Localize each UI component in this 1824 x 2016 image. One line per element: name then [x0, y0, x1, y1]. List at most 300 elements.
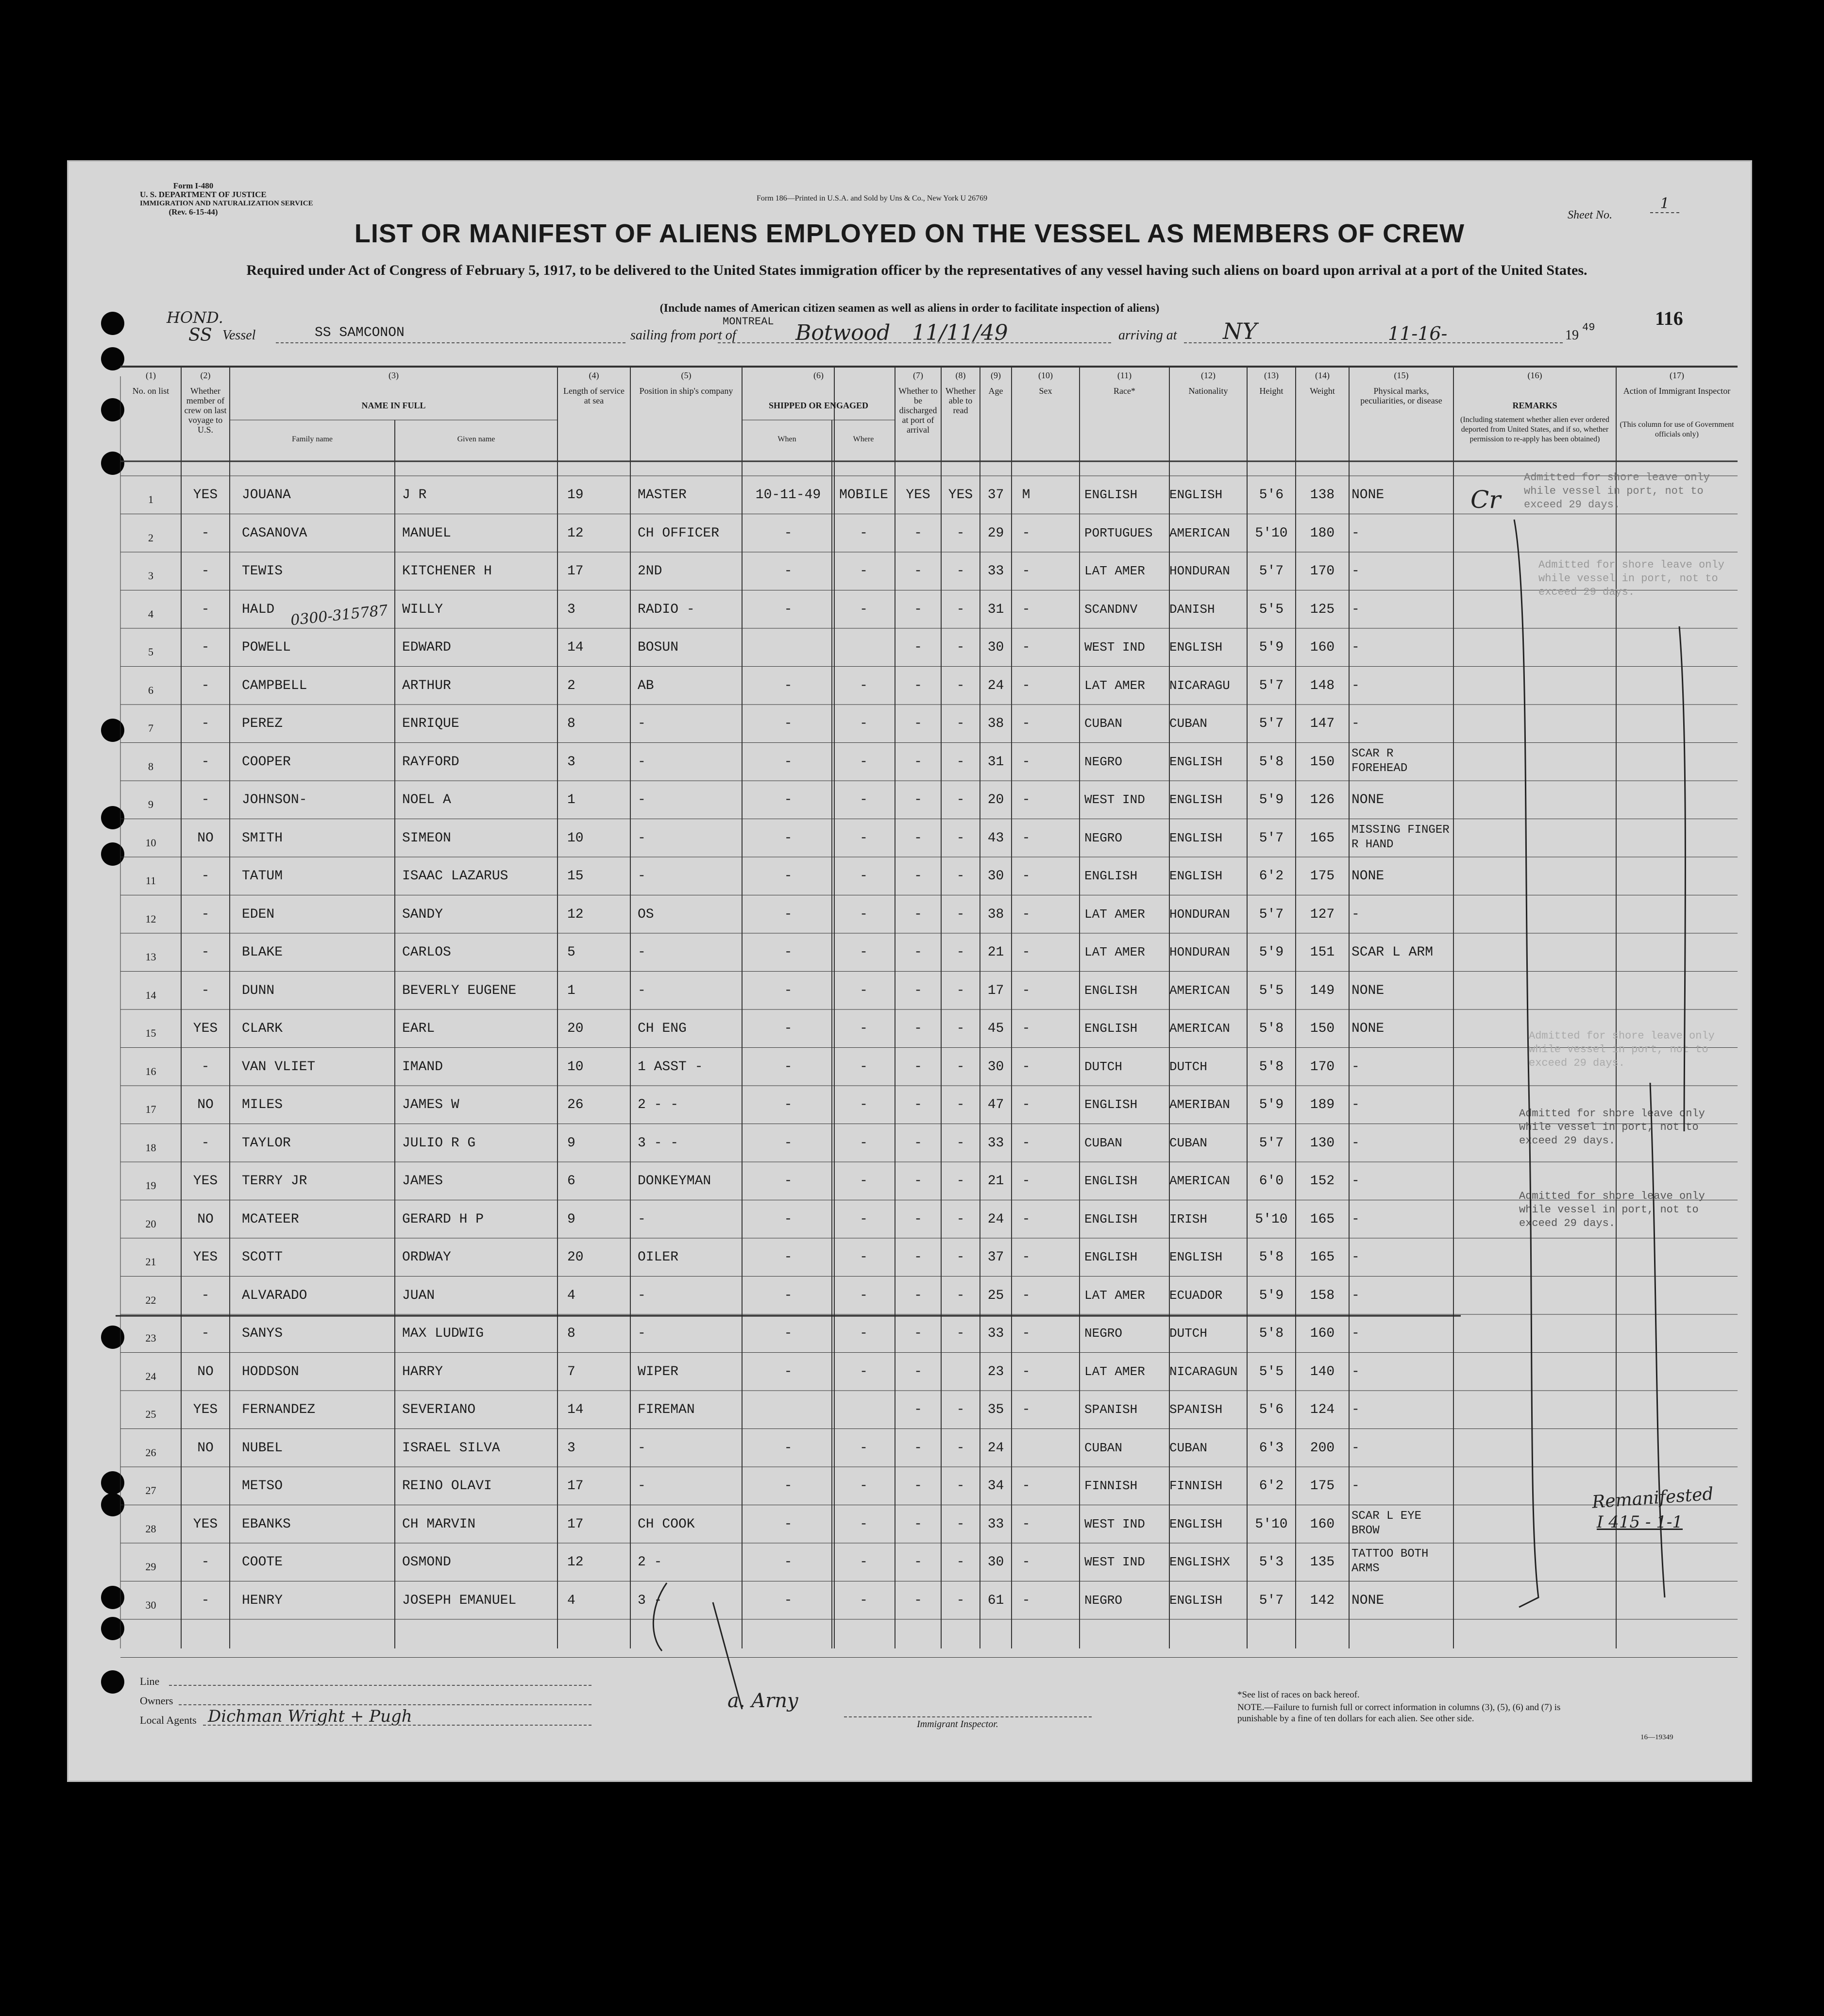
column-number: (12): [1201, 370, 1216, 380]
age-cell: 21: [987, 1174, 1004, 1189]
last-voyage-cell: YES: [193, 1516, 218, 1532]
family-name-cell: MCATEER: [242, 1211, 299, 1227]
position-cell: CH COOK: [638, 1516, 695, 1532]
sex-cell: -: [1022, 1402, 1030, 1417]
height-cell: 5'8: [1259, 1021, 1284, 1036]
row-number: 24: [145, 1370, 156, 1382]
column-number: (13): [1264, 370, 1279, 380]
sex-cell: -: [1022, 754, 1030, 770]
age-cell: 37: [987, 1250, 1004, 1265]
height-cell: 5'7: [1259, 716, 1284, 731]
family-name-cell: DUNN: [242, 983, 275, 998]
shipped-where-cell: -: [860, 1516, 868, 1532]
weight-cell: 126: [1310, 792, 1335, 807]
age-cell: 21: [987, 945, 1004, 960]
able-to-read-cell: -: [956, 1440, 965, 1456]
physical-marks-cell: -: [1351, 1059, 1360, 1075]
position-cell: -: [638, 983, 646, 998]
physical-marks-cell: -: [1351, 907, 1360, 922]
age-cell: 30: [987, 1555, 1004, 1570]
weight-cell: 147: [1310, 716, 1335, 731]
age-cell: 30: [987, 640, 1004, 655]
sex-cell: -: [1022, 525, 1030, 541]
height-cell: 5'8: [1259, 754, 1284, 770]
height-cell: 5'5: [1259, 602, 1284, 617]
physical-marks-cell: NONE: [1351, 869, 1385, 884]
row-number: 12: [145, 912, 156, 925]
service-length-cell: 1: [567, 792, 575, 807]
last-voyage-cell: NO: [197, 1097, 214, 1112]
last-voyage-cell: -: [201, 602, 210, 617]
shipped-where-cell: MOBILE: [839, 487, 888, 503]
position-cell: -: [638, 1211, 646, 1227]
column-number: (6): [813, 370, 824, 380]
shipped-when-cell: -: [784, 1021, 793, 1036]
given-name-cell: SIMEON: [402, 830, 451, 846]
weight-cell: 170: [1310, 564, 1335, 579]
last-voyage-cell: NO: [197, 1440, 214, 1456]
physical-marks-cell: -: [1351, 1402, 1360, 1417]
nationality-cell: IRISH: [1169, 1211, 1208, 1226]
age-cell: 61: [987, 1593, 1004, 1608]
row-number: 20: [145, 1217, 156, 1230]
shipped-when-cell: -: [784, 1478, 793, 1494]
race-cell: ENGLISH: [1084, 869, 1138, 883]
age-cell: 23: [987, 1364, 1004, 1379]
given-name-cell: NOEL A: [402, 792, 451, 807]
last-voyage-cell: -: [201, 869, 210, 884]
able-to-read-cell: -: [956, 869, 965, 884]
shipped-when-cell: -: [784, 1555, 793, 1570]
column-number: (5): [681, 370, 692, 380]
shipped-when-cell: -: [784, 564, 793, 579]
weight-cell: 150: [1310, 754, 1335, 770]
nationality-cell: AMERICAN: [1169, 983, 1230, 998]
column-subheader: Given name: [457, 435, 495, 443]
column-header: Weight: [1310, 386, 1335, 396]
race-cell: CUBAN: [1084, 716, 1123, 731]
position-cell: -: [638, 1478, 646, 1494]
height-cell: 5'7: [1259, 1135, 1284, 1151]
weight-cell: 189: [1310, 1097, 1335, 1112]
discharge-cell: -: [914, 1364, 922, 1379]
physical-marks-cell: SCAR R FOREHEAD: [1351, 747, 1408, 775]
physical-marks-cell: TATTOO BOTH ARMS: [1351, 1547, 1429, 1575]
column-header: Length of service at sea: [563, 386, 625, 405]
able-to-read-cell: -: [956, 1021, 965, 1036]
column-header: Height: [1259, 386, 1284, 396]
nationality-cell: HONDURAN: [1169, 907, 1230, 922]
race-cell: NEGRO: [1084, 830, 1123, 845]
position-cell: -: [638, 792, 646, 807]
row-number: 7: [148, 722, 153, 734]
family-name-cell: NUBEL: [242, 1440, 283, 1456]
family-name-cell: CAMPBELL: [242, 678, 307, 693]
ss-annotation: SS: [188, 325, 212, 345]
nationality-cell: ENGLISH: [1169, 754, 1223, 769]
family-name-cell: JOUANA: [242, 487, 291, 503]
physical-marks-cell: NONE: [1351, 1021, 1385, 1036]
family-name-cell: TAYLOR: [242, 1135, 291, 1151]
service-length-cell: 9: [567, 1211, 575, 1227]
height-cell: 6'3: [1259, 1440, 1284, 1456]
service-length-cell: 3: [567, 754, 575, 770]
physical-marks-cell: -: [1351, 640, 1360, 655]
given-name-cell: CH MARVIN: [402, 1516, 476, 1532]
service-length-cell: 3: [567, 1440, 575, 1456]
shipped-where-cell: -: [860, 602, 868, 617]
physical-marks-cell: NONE: [1351, 983, 1385, 998]
last-voyage-cell: NO: [197, 1364, 214, 1379]
sex-cell: -: [1022, 1174, 1030, 1189]
service-length-cell: 17: [567, 1478, 584, 1494]
age-cell: 29: [987, 525, 1004, 541]
weight-cell: 124: [1310, 1402, 1335, 1417]
age-cell: 38: [987, 716, 1004, 731]
last-voyage-cell: YES: [193, 487, 218, 503]
weight-cell: 180: [1310, 525, 1335, 541]
position-cell: AB: [638, 678, 654, 693]
discharge-cell: -: [914, 907, 922, 922]
given-name-cell: OSMOND: [402, 1555, 451, 1570]
weight-cell: 158: [1310, 1288, 1335, 1303]
physical-marks-cell: -: [1351, 1135, 1360, 1151]
able-to-read-cell: -: [956, 716, 965, 731]
row-number: 26: [145, 1446, 156, 1459]
discharge-cell: -: [914, 1135, 922, 1151]
shipped-where-cell: -: [860, 754, 868, 770]
nationality-cell: ENGLISH: [1169, 1593, 1223, 1608]
physical-marks-cell: -: [1351, 602, 1360, 617]
weight-cell: 160: [1310, 640, 1335, 655]
service-length-cell: 3: [567, 602, 575, 617]
age-cell: 45: [987, 1021, 1004, 1036]
family-name-cell: MILES: [242, 1097, 283, 1112]
family-name-cell: TATUM: [242, 869, 283, 884]
last-voyage-cell: YES: [193, 1250, 218, 1265]
family-name-cell: METSO: [242, 1478, 283, 1494]
shipped-where-cell: -: [860, 1250, 868, 1265]
last-voyage-cell: -: [201, 1059, 210, 1075]
discharge-cell: -: [914, 945, 922, 960]
shipped-when-cell: -: [784, 830, 793, 846]
nationality-cell: ENGLISH: [1169, 830, 1223, 845]
physical-marks-cell: -: [1351, 1288, 1360, 1303]
height-cell: 5'7: [1259, 564, 1284, 579]
discharge-cell: -: [914, 1326, 922, 1341]
family-name-cell: SANYS: [242, 1326, 283, 1341]
last-voyage-cell: -: [201, 525, 210, 541]
race-cell: ENGLISH: [1084, 1097, 1138, 1112]
shipped-where-cell: -: [860, 1440, 868, 1456]
age-cell: 35: [987, 1402, 1004, 1417]
family-name-cell: VAN VLIET: [242, 1059, 316, 1075]
column-number: (1): [146, 370, 156, 380]
position-cell: MASTER: [638, 487, 687, 503]
hald-number: 0300-315787: [289, 602, 389, 629]
able-to-read-cell: -: [956, 1555, 965, 1570]
height-cell: 5'10: [1255, 1516, 1288, 1532]
discharge-cell: -: [914, 1555, 922, 1570]
position-cell: -: [638, 1288, 646, 1303]
given-name-cell: GERARD H P: [402, 1211, 484, 1227]
column-header: Position in ship's company: [639, 386, 733, 396]
shipped-when-cell: -: [784, 1516, 793, 1532]
family-name-cell: HENRY: [242, 1593, 283, 1608]
sex-cell: -: [1022, 640, 1030, 655]
age-cell: 34: [987, 1478, 1004, 1494]
height-cell: 5'9: [1259, 640, 1284, 655]
weight-cell: 165: [1310, 830, 1335, 846]
height-cell: 5'3: [1259, 1555, 1284, 1570]
height-cell: 5'7: [1259, 907, 1284, 922]
weight-cell: 175: [1310, 869, 1335, 884]
given-name-cell: WILLY: [402, 602, 443, 617]
inspector-field: [844, 1716, 1092, 1717]
age-cell: 38: [987, 907, 1004, 922]
column-header: Age: [988, 386, 1003, 396]
able-to-read-cell: -: [956, 1326, 965, 1341]
able-to-read-cell: -: [956, 907, 965, 922]
position-cell: OS: [638, 907, 654, 922]
position-cell: DONKEYMAN: [638, 1174, 711, 1189]
nationality-cell: ENGLISH: [1169, 1516, 1223, 1531]
column-header: Race*: [1114, 386, 1135, 396]
remark-stamp: Admitted for shore leave only while vessel in port, not to exceed 29 days.: [1529, 1030, 1715, 1069]
column-number: (9): [991, 370, 1001, 380]
age-cell: 43: [987, 830, 1004, 846]
service-length-cell: 14: [567, 1402, 584, 1417]
revision: (Rev. 6-15-44): [169, 207, 218, 217]
last-voyage-cell: -: [201, 1593, 210, 1608]
sex-cell: -: [1022, 678, 1030, 693]
sex-cell: -: [1022, 1478, 1030, 1494]
penalty-note: NOTE.—Failure to furnish full or correct information in columns (3), (5), (6) and (7) is punishable by a fine of ten dollars for each alien. See other side.: [1237, 1702, 1561, 1724]
column-number: (2): [200, 370, 211, 380]
last-voyage-cell: NO: [197, 1211, 214, 1227]
row-number: 1: [148, 493, 153, 505]
shipped-where-cell: -: [860, 1555, 868, 1570]
sex-cell: -: [1022, 945, 1030, 960]
position-cell: -: [638, 869, 646, 884]
race-cell: ENGLISH: [1084, 983, 1138, 998]
sheet-number: 1: [1650, 195, 1679, 213]
row-number: 30: [145, 1598, 156, 1611]
discharge-cell: -: [914, 869, 922, 884]
shipped-where-cell: -: [860, 1364, 868, 1379]
weight-cell: 135: [1310, 1555, 1335, 1570]
shipped-when-cell: -: [784, 1250, 793, 1265]
discharge-cell: -: [914, 1174, 922, 1189]
inspector-label: Immigrant Inspector.: [917, 1719, 998, 1730]
line-label: Line: [140, 1675, 160, 1687]
able-to-read-cell: -: [956, 1478, 965, 1494]
weight-cell: 148: [1310, 678, 1335, 693]
able-to-read-cell: YES: [948, 487, 973, 503]
age-cell: 33: [987, 1135, 1004, 1151]
shipped-where-cell: -: [860, 1097, 868, 1112]
physical-marks-cell: -: [1351, 525, 1360, 541]
height-cell: 5'8: [1259, 1326, 1284, 1341]
nationality-cell: AMERICAN: [1169, 1021, 1230, 1036]
nationality-cell: ECUADOR: [1169, 1288, 1223, 1303]
row-number: 25: [145, 1408, 156, 1420]
remanifested-ref: I 415 - 1-1: [1597, 1512, 1683, 1532]
race-cell: CUBAN: [1084, 1135, 1123, 1150]
age-cell: 37: [987, 487, 1004, 503]
column-number: (10): [1038, 370, 1053, 380]
weight-cell: 125: [1310, 602, 1335, 617]
able-to-read-cell: -: [956, 525, 965, 541]
given-name-cell: ISAAC LAZARUS: [402, 869, 508, 884]
given-name-cell: SEVERIANO: [402, 1402, 476, 1417]
row-number: 11: [145, 874, 156, 887]
height-cell: 5'9: [1259, 1097, 1284, 1112]
shipped-where-cell: -: [860, 830, 868, 846]
shipped-where-cell: -: [860, 1174, 868, 1189]
column-header: NAME IN FULL: [361, 401, 426, 410]
last-voyage-cell: -: [201, 1288, 210, 1303]
given-name-cell: MAX LUDWIG: [402, 1326, 484, 1341]
discharge-cell: -: [914, 564, 922, 579]
physical-marks-cell: -: [1351, 564, 1360, 579]
given-name-cell: CARLOS: [402, 945, 451, 960]
shipped-when-cell: -: [784, 525, 793, 541]
race-cell: ENGLISH: [1084, 1021, 1138, 1036]
height-cell: 5'9: [1259, 792, 1284, 807]
position-cell: 1 ASST -: [638, 1059, 703, 1075]
family-name-cell: JOHNSON-: [242, 792, 307, 807]
given-name-cell: JOSEPH EMANUEL: [402, 1593, 517, 1608]
column-subheader: (This column for use of Government officials only): [1620, 420, 1734, 438]
nationality-cell: ENGLISHX: [1169, 1555, 1230, 1569]
sailing-label: sailing from port of: [630, 328, 736, 343]
age-cell: 31: [987, 754, 1004, 770]
height-cell: 5'8: [1259, 1250, 1284, 1265]
sex-cell: -: [1022, 983, 1030, 998]
row-number: 9: [148, 798, 153, 810]
column-header: Whether able to read: [946, 386, 976, 415]
arriving-label: arriving at: [1118, 328, 1177, 343]
race-cell: ENGLISH: [1084, 487, 1138, 502]
column-header: No. on list: [132, 386, 169, 396]
shipped-when-cell: -: [784, 1059, 793, 1075]
weight-cell: 130: [1310, 1135, 1335, 1151]
family-name-cell: ALVARADO: [242, 1288, 307, 1303]
sex-cell: -: [1022, 716, 1030, 731]
shipped-where-cell: -: [860, 907, 868, 922]
discharge-cell: -: [914, 640, 922, 655]
able-to-read-cell: -: [956, 1516, 965, 1532]
row-number: 17: [145, 1103, 156, 1115]
shipped-where-cell: -: [860, 869, 868, 884]
last-voyage-cell: -: [201, 945, 210, 960]
given-name-cell: JAMES: [402, 1174, 443, 1189]
given-name-cell: REINO OLAVI: [402, 1478, 492, 1494]
shipped-where-cell: -: [860, 1021, 868, 1036]
column-header: Action of Immigrant Inspector: [1623, 386, 1731, 396]
service-length-cell: 14: [567, 640, 584, 655]
column-number: (15): [1394, 370, 1409, 380]
page-number: 116: [1655, 307, 1683, 329]
shipped-where-cell: -: [860, 1211, 868, 1227]
family-name-cell: BLAKE: [242, 945, 283, 960]
family-name-cell: COOPER: [242, 754, 291, 770]
able-to-read-cell: -: [956, 1593, 965, 1608]
nationality-cell: DANISH: [1169, 602, 1215, 617]
age-cell: 31: [987, 602, 1004, 617]
race-cell: DUTCH: [1084, 1059, 1123, 1074]
height-cell: 6'0: [1259, 1174, 1284, 1189]
weight-cell: 152: [1310, 1174, 1335, 1189]
shipped-when-cell: -: [784, 1593, 793, 1608]
service-length-cell: 2: [567, 678, 575, 693]
age-cell: 20: [987, 792, 1004, 807]
age-cell: 24: [987, 1440, 1004, 1456]
height-cell: 5'6: [1259, 1402, 1284, 1417]
service-length-cell: 17: [567, 1516, 584, 1532]
sex-cell: -: [1022, 1059, 1030, 1075]
family-name-cell: CLARK: [242, 1021, 283, 1036]
able-to-read-cell: -: [956, 1250, 965, 1265]
race-cell: SPANISH: [1084, 1402, 1138, 1417]
weight-cell: 149: [1310, 983, 1335, 998]
service-length-cell: 20: [567, 1021, 584, 1036]
remark-stamp: Admitted for shore leave only while vessel in port, not to exceed 29 days.: [1519, 1108, 1705, 1147]
service-length-cell: 17: [567, 564, 584, 579]
sex-cell: -: [1022, 1364, 1030, 1379]
sex-cell: -: [1022, 1555, 1030, 1570]
sex-cell: -: [1022, 792, 1030, 807]
height-cell: 5'7: [1259, 678, 1284, 693]
last-voyage-cell: -: [201, 640, 210, 655]
position-cell: -: [638, 830, 646, 846]
shipped-when-cell: -: [784, 983, 793, 998]
position-cell: -: [638, 716, 646, 731]
family-name-cell: HALD: [242, 602, 275, 617]
height-cell: 5'7: [1259, 1593, 1284, 1608]
flag-annotation: HOND.: [167, 308, 223, 327]
year-prefix: 19: [1565, 328, 1579, 343]
height-cell: 5'5: [1259, 1364, 1284, 1379]
last-voyage-cell: YES: [193, 1021, 218, 1036]
height-cell: 5'9: [1259, 1288, 1284, 1303]
service-name: IMMIGRATION AND NATURALIZATION SERVICE: [140, 200, 313, 207]
physical-marks-cell: SCAR L ARM: [1351, 945, 1434, 960]
service-length-cell: 26: [567, 1097, 584, 1112]
service-length-cell: 12: [567, 907, 584, 922]
physical-marks-cell: -: [1351, 1174, 1360, 1189]
nationality-cell: CUBAN: [1169, 1135, 1208, 1150]
shipped-when-cell: -: [784, 1097, 793, 1112]
physical-marks-cell: -: [1351, 1211, 1360, 1227]
family-name-cell: HODDSON: [242, 1364, 299, 1379]
shipped-where-cell: -: [860, 1326, 868, 1341]
age-cell: 47: [987, 1097, 1004, 1112]
port-typed: MONTREAL: [723, 316, 774, 328]
position-cell: -: [638, 754, 646, 770]
weight-cell: 170: [1310, 1059, 1335, 1075]
include-note: (Include names of American citizen seamen as well as aliens in order to facilitate inspection of aliens): [659, 302, 1160, 315]
shipped-where-cell: -: [860, 1135, 868, 1151]
row-number: 2: [148, 531, 153, 544]
last-voyage-cell: -: [201, 754, 210, 770]
service-length-cell: 6: [567, 1174, 575, 1189]
bracket-line: [1650, 1083, 1665, 1597]
nationality-cell: DUTCH: [1169, 1059, 1208, 1074]
sex-cell: -: [1022, 869, 1030, 884]
last-voyage-cell: -: [201, 1135, 210, 1151]
